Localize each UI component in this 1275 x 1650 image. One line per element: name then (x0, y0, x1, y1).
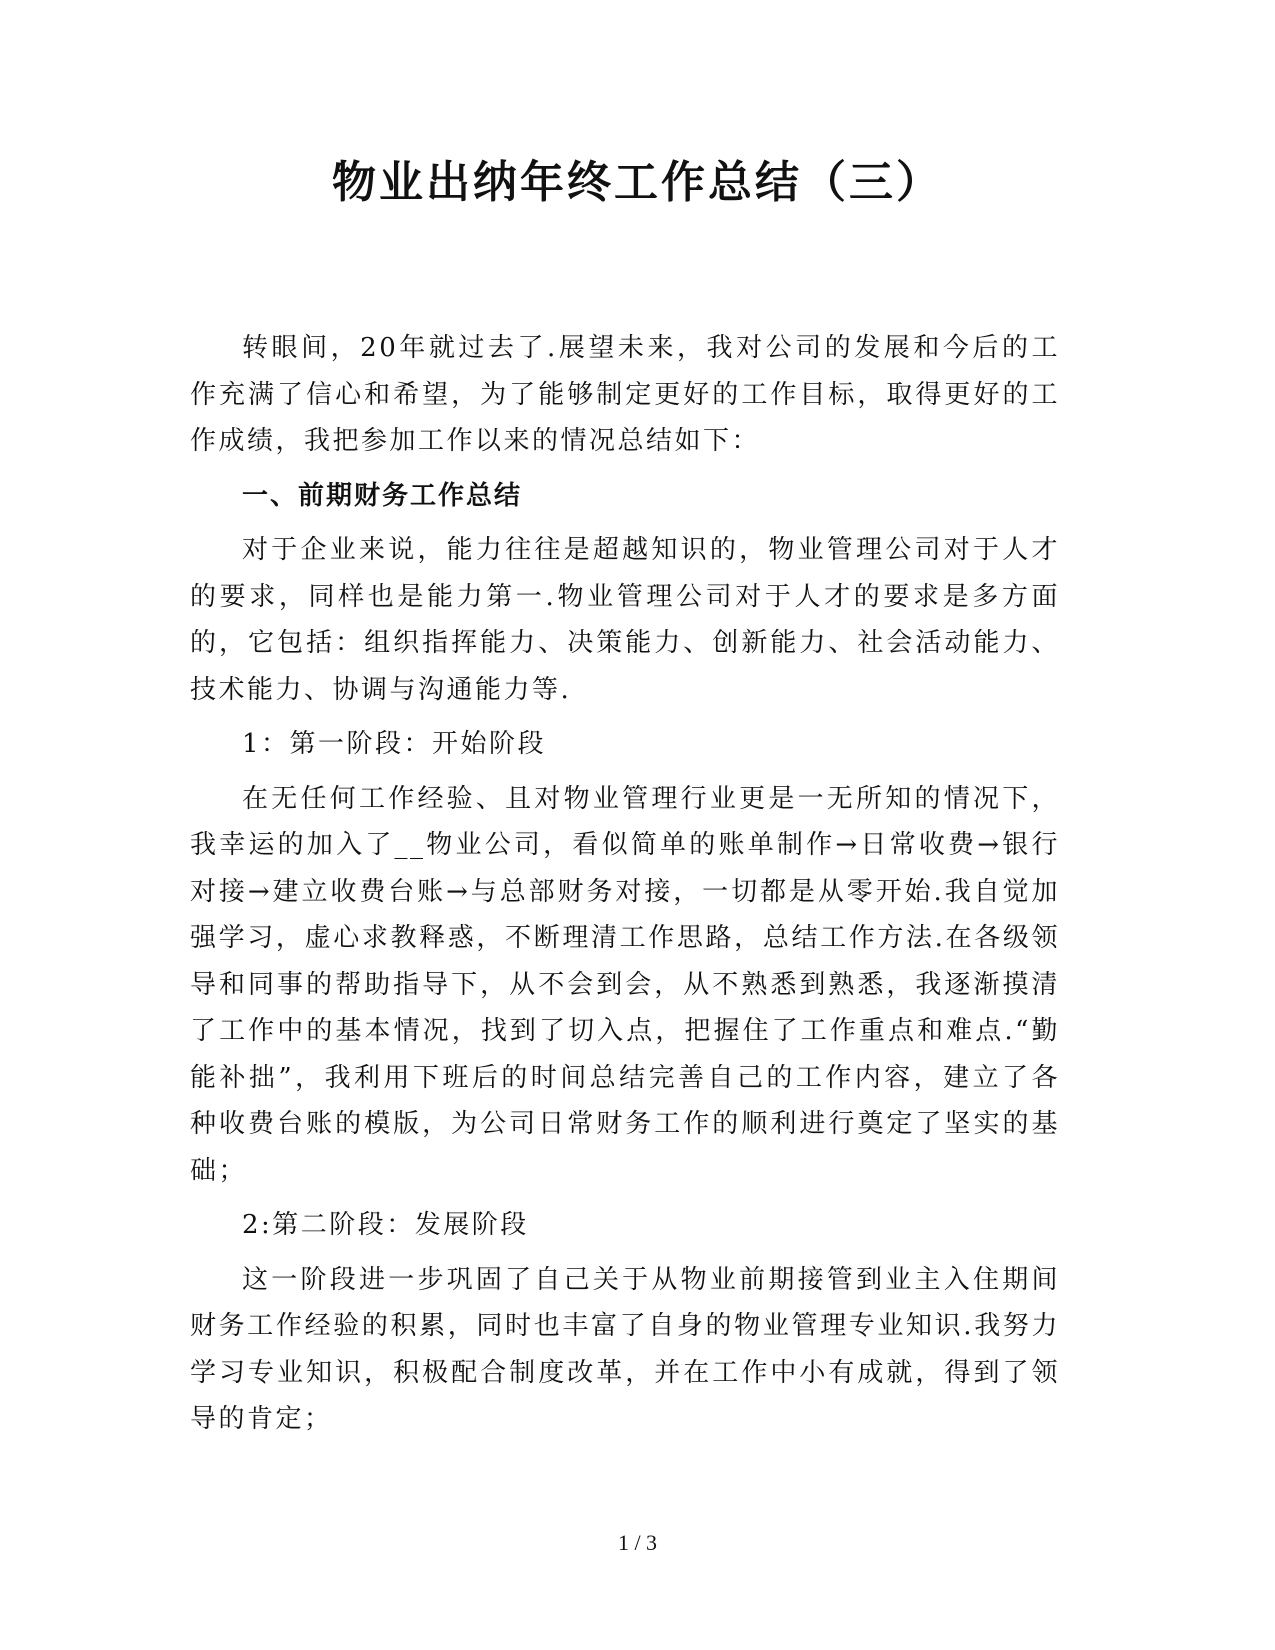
page-number: 1 / 3 (617, 1530, 658, 1555)
document-body (190, 325, 1060, 1451)
intro-paragraph: 转眼间，20年就过去了.展望未来，我对公司的发展和今后的工作充满了信心和希望，为了能够制定更好的工作目标，取得更好的工作成绩，我把参加工作以来的情况总结如下： (190, 333, 1060, 456)
stage-paragraph: 这一阶段进一步巩固了自己关于从物业前期接管到业主入住期间财务工作经验的积累，同时也丰富了自身的物业管理专业知识.我努力学习专业知识，积极配合制度改革，并在工作中小有成就，得到了领导的肯定； (190, 1264, 1060, 1434)
document-title: 物业出纳年终工作总结（三） (332, 157, 943, 208)
stage-heading: 2:第二阶段：发展阶段 (242, 1210, 529, 1240)
stage-heading: 1：第一阶段：开始阶段 (242, 729, 547, 759)
stage-paragraph: 在无任何工作经验、且对物业管理行业更是一无所知的情况下，我幸运的加入了__物业公司，看似简单的账单制作→日常收费→银行对接→建立收费台账→与总部财务对接，一切都是从零开始.我自觉加强学习，虚心求教释惑，不断理清工作思路，总结工作方法.在各级领导和同事的帮助指导下，从不会到会，从不熟悉到熟悉，我逐渐摸清了工作中的基本情况，找到了切入点，把握住了工作重点和难点.“勤能补拙”，我利用下班后的时间总结完善自己的工作内容，建立了各种收费台账的模版，为公司日常财务工作的顺利进行奠定了坚实的基础； (190, 783, 1060, 1186)
section-paragraph: 对于企业来说，能力往往是超越知识的，物业管理公司对于人才的要求，同样也是能力第一.物业管理公司对于人才的要求是多方面的，它包括：组织指挥能力、决策能力、创新能力、社会活动能力、技术能力、协调与沟通能力等. (190, 535, 1060, 705)
section-heading: 一、前期财务工作总结 (242, 480, 523, 511)
